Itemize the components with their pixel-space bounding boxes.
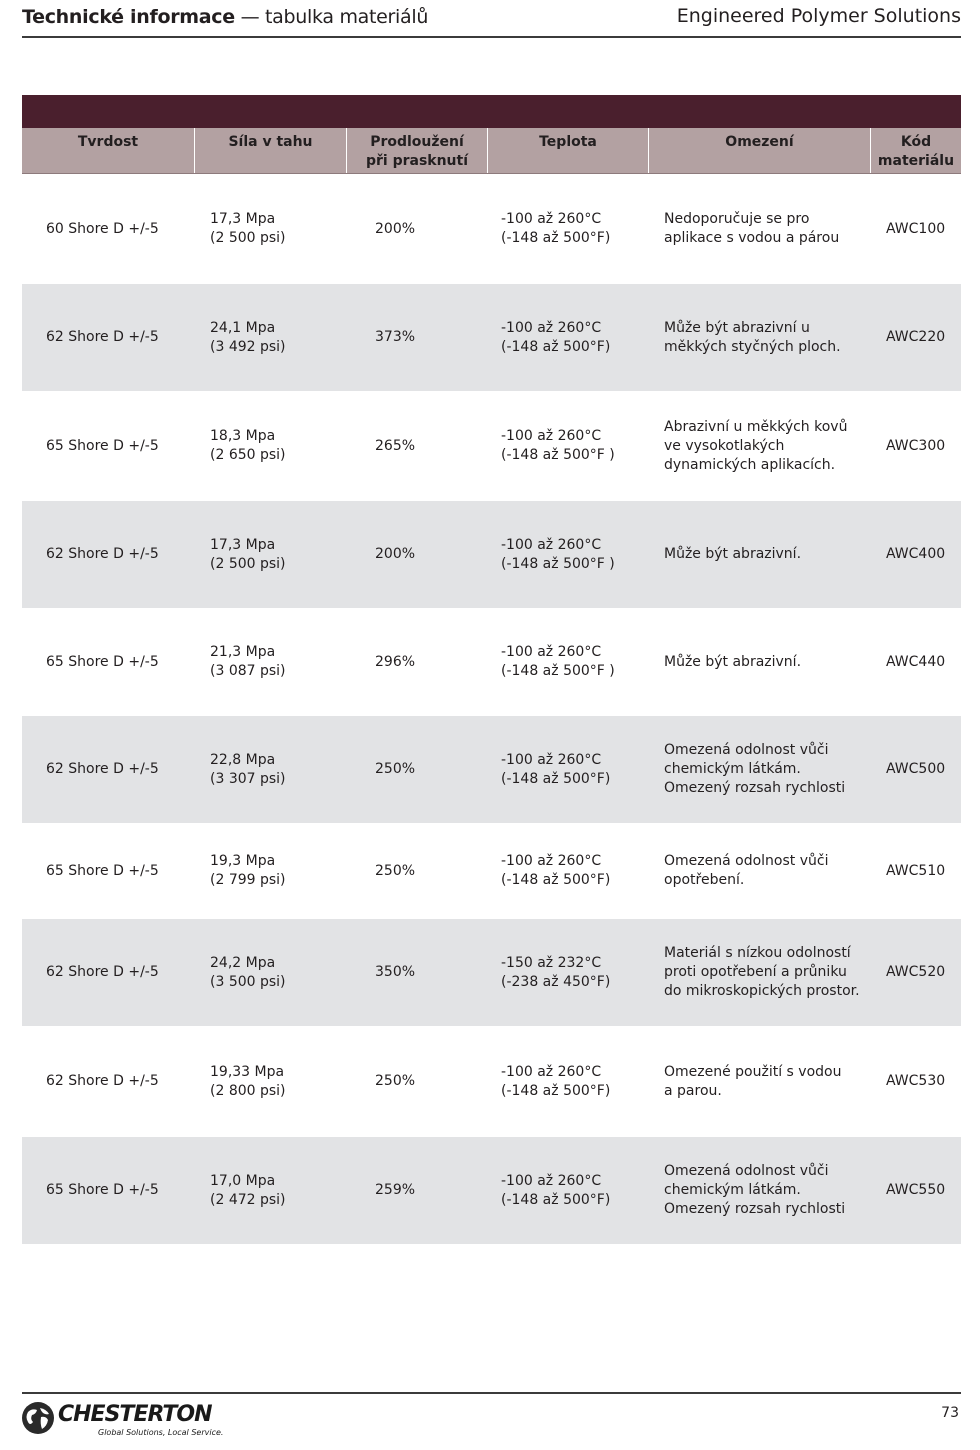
logo-wordmark: CHESTERTON: [58, 1402, 212, 1427]
cell-elongation: 350%: [375, 964, 416, 980]
cell-hardness: 62 Shore D +/-5: [46, 964, 159, 980]
cell-code: AWC500: [886, 761, 946, 777]
cell-limits: Omezená odolnost vůči opotřebení.: [664, 853, 829, 888]
table-body: [22, 174, 961, 1244]
column-header-elongation: Prodloužení při prasknutí: [347, 128, 488, 173]
cell-code: AWC440: [886, 653, 946, 670]
cell-hardness: 65 Shore D +/-5: [46, 862, 159, 879]
cell-temperature: -100 až 260°C (-148 až 500°F ): [501, 428, 615, 463]
footer-divider: [22, 1392, 961, 1394]
cell-code: AWC550: [886, 1182, 946, 1198]
cell-tensile: 17,3 Mpa (2 500 psi): [210, 211, 286, 246]
cell-elongation: 265%: [375, 437, 416, 454]
cell-elongation: 296%: [375, 653, 416, 670]
cell-tensile: 24,2 Mpa (3 500 psi): [210, 954, 286, 990]
table-row: [22, 919, 961, 1026]
column-header-tensile: Síla v tahu: [195, 128, 347, 173]
cell-code: AWC400: [886, 546, 946, 562]
cell-tensile: 17,3 Mpa (2 500 psi): [210, 536, 286, 572]
column-header-temperature: Teplota: [488, 128, 649, 173]
cell-limits: Může být abrazivní.: [664, 546, 802, 562]
column-header-hardness: Tvrdost: [22, 128, 195, 173]
table-row: [22, 284, 961, 391]
cell-elongation: 250%: [375, 761, 416, 777]
cell-temperature: -100 až 260°C (-148 až 500°F): [501, 751, 611, 787]
table-row: [22, 501, 961, 608]
cell-hardness: 65 Shore D +/-5: [46, 653, 159, 670]
cell-limits: Omezené použití s vodou a parou.: [664, 1063, 842, 1099]
globe-icon: [22, 1402, 54, 1434]
table-row: [22, 391, 961, 501]
cell-tensile: 22,8 Mpa (3 307 psi): [210, 751, 286, 787]
column-header-limits: Omezení: [649, 128, 871, 173]
cell-code: AWC300: [886, 437, 946, 454]
cell-limits: Omezená odolnost vůči chemickým látkám. Omezený rozsah rychlosti: [664, 742, 846, 796]
cell-hardness: 65 Shore D +/-5: [46, 1182, 159, 1198]
cell-hardness: 62 Shore D +/-5: [46, 546, 159, 562]
cell-tensile: 17,0 Mpa (2 472 psi): [210, 1172, 286, 1208]
cell-limits: Abrazivní u měkkých kovů ve vysokotlakých dynamických aplikacích.: [664, 418, 848, 473]
cell-elongation: 250%: [375, 862, 416, 879]
page-number: 73: [941, 1405, 959, 1421]
cell-temperature: -150 až 232°C (-238 až 450°F): [501, 954, 611, 990]
cell-tensile: 24,1 Mpa (3 492 psi): [210, 319, 286, 355]
cell-elongation: 250%: [375, 1073, 416, 1089]
cell-elongation: 200%: [375, 220, 416, 237]
cell-temperature: -100 až 260°C (-148 až 500°F ): [501, 644, 615, 679]
page-title-rest: — tabulka materiálů: [234, 6, 429, 28]
table-row: [22, 1137, 961, 1244]
cell-elongation: 259%: [375, 1182, 416, 1198]
chesterton-logo: [22, 1400, 242, 1440]
table-row: [22, 608, 961, 716]
materials-table: [22, 95, 961, 1244]
cell-hardness: 60 Shore D +/-5: [46, 220, 159, 237]
cell-temperature: -100 až 260°C (-148 až 500°F): [501, 1172, 611, 1208]
column-header-code: Kód materiálu: [877, 134, 955, 169]
table-row: [22, 823, 961, 919]
cell-temperature: -100 až 260°C (-148 až 500°F ): [501, 536, 615, 572]
cell-temperature: -100 až 260°C (-148 až 500°F): [501, 853, 611, 888]
cell-limits: Materiál s nízkou odolností proti opotřebení a průniku do mikroskopických prostor.: [664, 945, 860, 999]
cell-hardness: 62 Shore D +/-5: [46, 329, 159, 345]
table-row: [22, 716, 961, 823]
cell-code: AWC520: [886, 964, 946, 980]
cell-code: AWC100: [886, 220, 946, 237]
cell-temperature: -100 až 260°C (-148 až 500°F): [501, 319, 611, 355]
cell-limits: Nedoporučuje se pro aplikace s vodou a párou: [664, 211, 840, 246]
cell-hardness: 62 Shore D +/-5: [46, 761, 159, 777]
cell-hardness: 65 Shore D +/-5: [46, 437, 159, 454]
table-header-row: [22, 128, 961, 174]
cell-limits: Omezená odolnost vůči chemickým látkám. Omezený rozsah rychlosti: [664, 1163, 846, 1217]
cell-elongation: 373%: [375, 329, 416, 345]
cell-temperature: -100 až 260°C (-148 až 500°F): [501, 1063, 611, 1099]
cell-temperature: -100 až 260°C (-148 až 500°F): [501, 211, 611, 246]
table-title-band: [22, 95, 961, 128]
cell-limits: Může být abrazivní u měkkých styčných ploch.: [664, 319, 841, 355]
logo-tagline: Global Solutions, Local Service.: [98, 1428, 224, 1437]
brand-name: Engineered Polymer Solutions: [676, 5, 961, 27]
table-row: [22, 1026, 961, 1137]
cell-elongation: 200%: [375, 546, 416, 562]
page-title: [22, 6, 428, 28]
cell-tensile: 21,3 Mpa (3 087 psi): [210, 644, 286, 679]
cell-code: AWC510: [886, 862, 946, 879]
cell-code: AWC530: [886, 1073, 946, 1089]
cell-code: AWC220: [886, 329, 946, 345]
cell-tensile: 19,33 Mpa (2 800 psi): [210, 1063, 286, 1099]
cell-hardness: 62 Shore D +/-5: [46, 1073, 159, 1089]
cell-tensile: 19,3 Mpa (2 799 psi): [210, 853, 286, 888]
page-header: [22, 0, 961, 38]
cell-limits: Může být abrazivní.: [664, 653, 802, 670]
cell-tensile: 18,3 Mpa (2 650 psi): [210, 428, 286, 463]
table-row: [22, 174, 961, 284]
page-title-bold: Technické informace: [22, 6, 235, 28]
